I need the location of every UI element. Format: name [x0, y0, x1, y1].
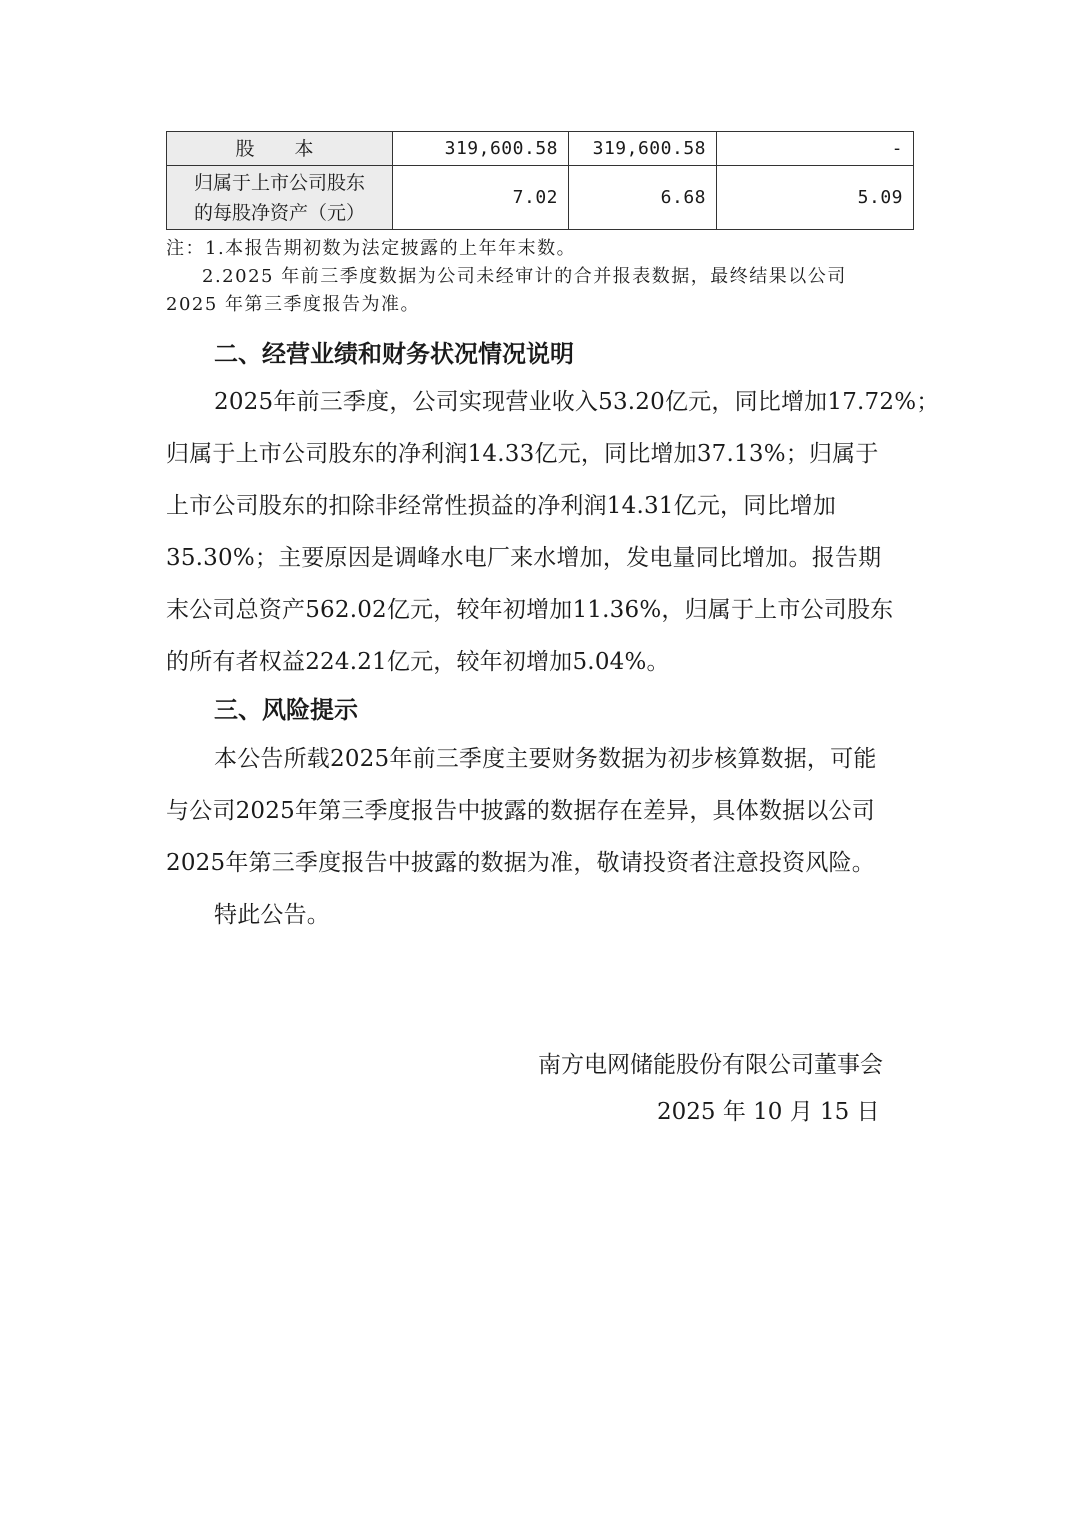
section-2-line: 的所有者权益224.21亿元，较年初增加5.04%。 [166, 649, 670, 675]
row-label-line1: 归属于上市公司股东 [193, 171, 365, 194]
note-1: 注：1.本报告期初数为法定披露的上年年末数。 [166, 238, 577, 259]
closing-text: 特此公告。 [214, 902, 330, 928]
cell-current-period: 7.02 [393, 166, 569, 230]
cell-change: - [717, 132, 914, 166]
section-2-heading: 二、经营业绩和财务状况情况说明 [214, 340, 574, 368]
note-2-line1: 2.2025 年前三季度数据为公司未经审计的合并报表数据，最终结果以公司 [202, 266, 847, 287]
section-3-heading: 三、风险提示 [214, 696, 358, 724]
section-2-line: 归属于上市公司股东的净利润14.33亿元，同比增加37.13%；归属于 [166, 441, 879, 467]
section-2-line: 末公司总资产562.02亿元，较年初增加11.36%，归属于上市公司股东 [166, 597, 894, 623]
section-3-line: 与公司2025年第三季度报告中披露的数据存在差异，具体数据以公司 [166, 798, 875, 824]
signature-date: 2025 年 10 月 15 日 [657, 1099, 880, 1125]
row-label-nav-per-share [167, 166, 393, 230]
row-label-share-capital: 股本 [167, 132, 393, 166]
note-2-line2: 2025 年第三季度报告为准。 [166, 294, 421, 315]
row-label-line2: 的每股净资产（元） [193, 201, 365, 224]
signature-company: 南方电网储能股份有限公司董事会 [538, 1052, 883, 1078]
section-3-line: 本公告所载2025年前三季度主要财务数据为初步核算数据，可能 [214, 746, 877, 772]
cell-change: 5.09 [717, 166, 914, 230]
cell-current-period: 319,600.58 [393, 132, 569, 166]
section-2-line: 上市公司股东的扣除非经常性损益的净利润14.31亿元，同比增加 [166, 493, 837, 519]
section-2-line: 2025年前三季度，公司实现营业收入53.20亿元，同比增加17.72%； [214, 389, 940, 415]
section-3-line: 2025年第三季度报告中披露的数据为准，敬请投资者注意投资风险。 [166, 850, 875, 876]
cell-prior-period: 6.68 [569, 166, 717, 230]
cell-prior-period: 319,600.58 [569, 132, 717, 166]
table-row-share-capital [167, 132, 914, 166]
table-row-nav-per-share [167, 166, 914, 230]
section-2-line: 35.30%；主要原因是调峰水电厂来水增加，发电量同比增加。报告期 [166, 545, 882, 571]
financial-data-table [166, 131, 914, 230]
